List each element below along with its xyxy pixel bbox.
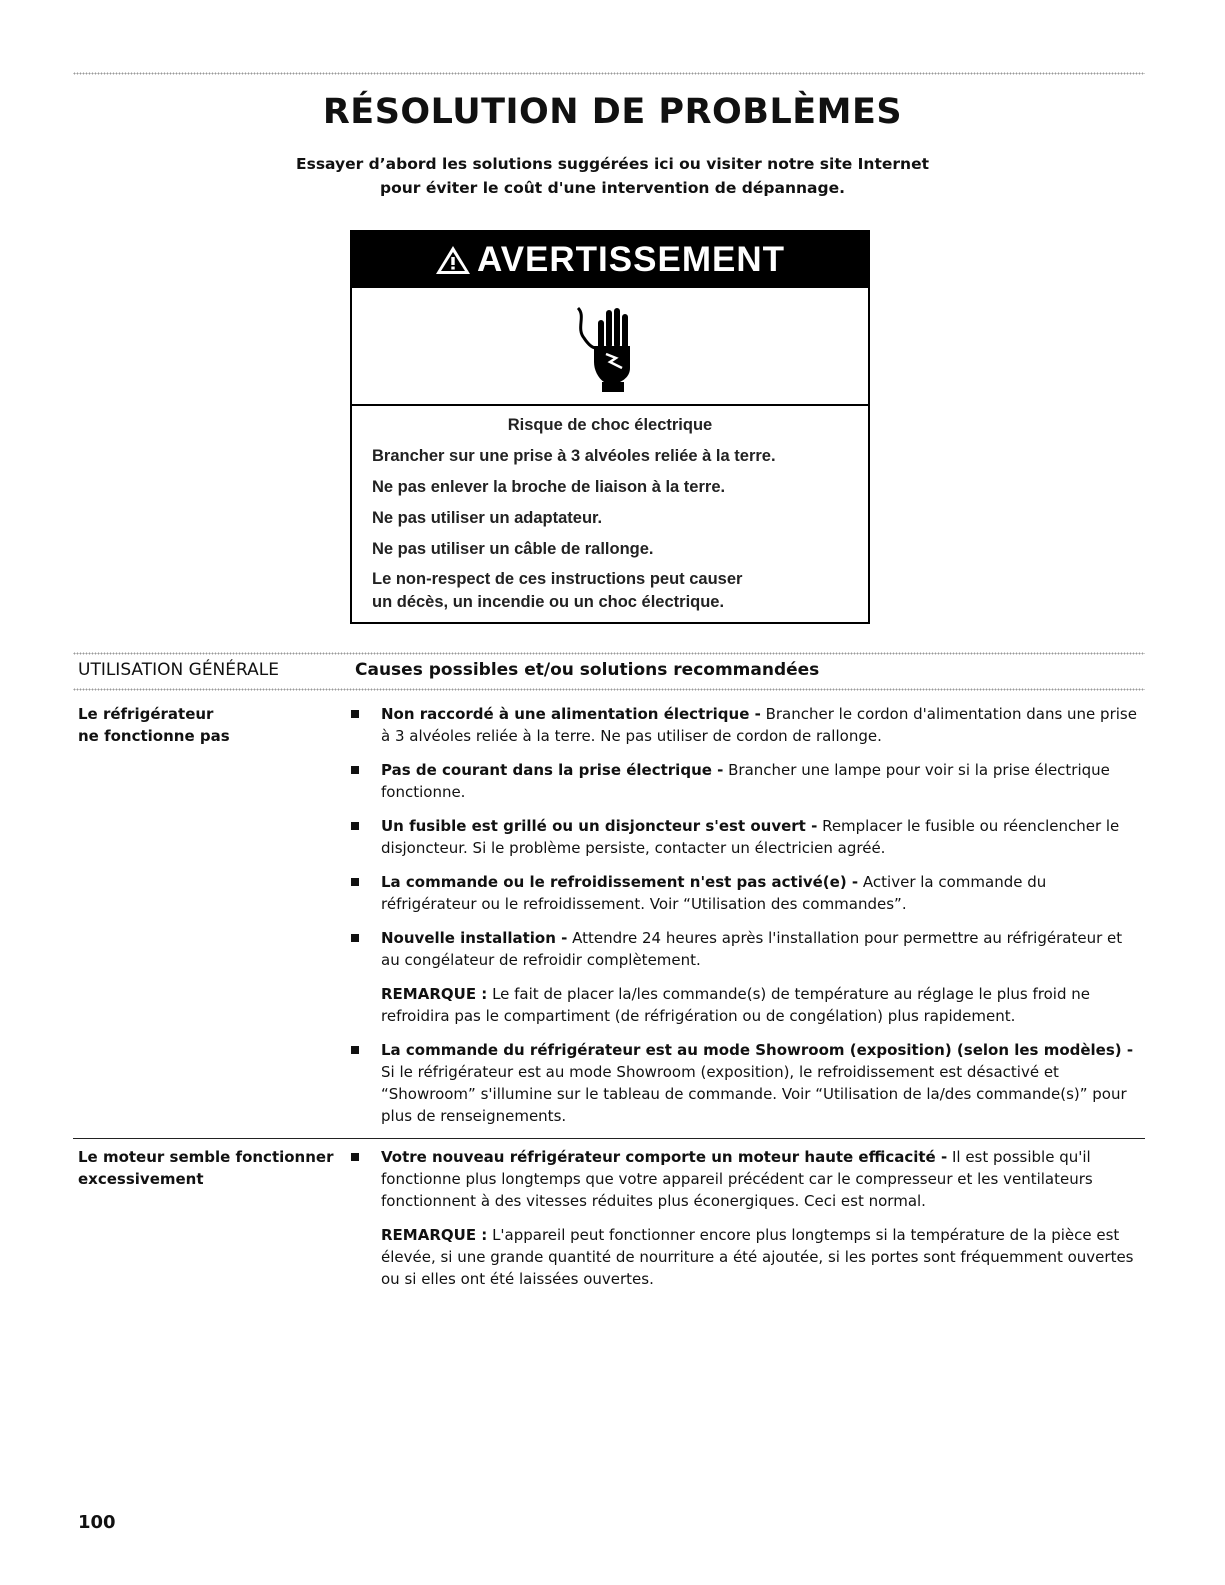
cause-text: Activer la commande du réfrigérateur ou le refroidissement. Voir “Utilisation des commandes”. [381,873,1047,913]
cause-text: Si le réfrigérateur est au mode Showroom (exposition), le refroidissement est désactivé et “Showroom” s'illumine sur le tableau de commande. Voir “Utilisation de la/des commande(s)” pour plus de renseignements. [381,1063,1127,1125]
warning-consequence-1: Le non-respect de ces instructions peut causer [372,570,743,588]
bullet-icon [351,766,359,774]
warning-line-3: Ne pas utiliser un adaptateur. [372,509,603,527]
bullet-icon [351,934,359,942]
table-header-category: UTILISATION GÉNÉRALE [78,660,279,680]
causes-list [348,703,1138,1139]
warning-text [352,406,868,613]
note-text: L'appareil peut fonctionner encore plus longtemps si la température de la pièce est élevée, si une grande quantité de nourriture a été ajoutée, si les portes sont fréquemment ouvertes ou si elles ont été laissées ouvertes. [381,1226,1134,1288]
list-item [348,1039,1138,1127]
warning-header [352,232,868,288]
cause-title: Un fusible est grillé ou un disjoncteur s'est ouvert - [381,817,818,835]
warning-consequence-2: un décès, un incendie ou un choc électrique. [372,593,725,611]
electric-shock-hand-icon [570,298,650,394]
problem-line-2: excessivement [78,1170,204,1188]
warning-line-4: Ne pas utiliser un câble de rallonge. [372,540,654,558]
cause-title: La commande du réfrigérateur est au mode Showroom (exposition) (selon les modèles) - [381,1041,1134,1059]
list-item [348,759,1138,803]
problem-label [78,703,230,747]
note-text: Le fait de placer la/les commande(s) de température au réglage le plus froid ne refroidira pas le compartiment (de réfrigération ou de congélation) plus rapidement. [381,985,1090,1025]
warning-line-1: Brancher sur une prise à 3 alvéoles reliée à la terre. [372,447,776,465]
cause-text: Attendre 24 heures après l'installation pour permettre au réfrigérateur et au congélateur de refroidir complètement. [381,929,1123,969]
problem-line-1: Le moteur semble fonctionner [78,1148,334,1166]
cause-text: Il est possible qu'il fonctionne plus longtemps que votre appareil précédent car le compresseur et les ventilateurs fonctionnent à des vitesses réduites plus éconergiques. Ceci est normal. [381,1148,1093,1210]
page-subtitle [0,152,1225,200]
warning-box [350,230,870,624]
cause-title: Non raccordé à une alimentation électrique - [381,705,761,723]
problem-label [78,1146,333,1190]
cause-title: Pas de courant dans la prise électrique - [381,761,724,779]
problem-line-1: Le réfrigérateur [78,705,214,723]
top-dotted-rule [73,72,1145,76]
list-item [348,871,1138,915]
table-header-dotted-rule [73,688,1145,692]
table-header-causes: Causes possibles et/ou solutions recommandées [355,660,820,680]
warning-risk: Risque de choc électrique [507,416,713,434]
warning-line-2: Ne pas enlever la broche de liaison à la terre. [372,478,726,496]
note [348,1224,1138,1290]
warning-triangle-icon [435,245,471,275]
cause-text: Brancher le cordon d'alimentation dans une prise à 3 alvéoles reliée à la terre. Ne pas utiliser de cordon de rallonge. [381,705,1137,745]
warning-pictogram [352,288,868,406]
bullet-icon [351,878,359,886]
bullet-icon [351,1046,359,1054]
cause-text: Remplacer le fusible ou réenclencher le disjoncteur. Si le problème persiste, contacter un électricien agréé. [381,817,1120,857]
subtitle-line-2: pour éviter le coût d'une intervention de dépannage. [380,179,845,197]
cause-text: Brancher une lampe pour voir si la prise électrique fonctionne. [381,761,1110,801]
note [348,983,1138,1027]
cause-title: Votre nouveau réfrigérateur comporte un moteur haute efficacité - [381,1148,948,1166]
note-label: REMARQUE : [381,1226,488,1244]
cause-title: La commande ou le refroidissement n'est pas activé(e) - [381,873,859,891]
row-divider [73,1138,1145,1139]
bullet-icon [351,822,359,830]
page-title: RÉSOLUTION DE PROBLÈMES [322,92,903,132]
table-top-dotted-rule [73,652,1145,656]
list-item [348,1146,1138,1212]
list-item [348,703,1138,747]
page-number: 100 [78,1512,116,1533]
subtitle-line-1: Essayer d’abord les solutions suggérées ici ou visiter notre site Internet [296,155,929,173]
warning-heading: AVERTISSEMENT [477,240,785,279]
causes-list [348,1146,1138,1302]
list-item [348,815,1138,859]
cause-title: Nouvelle installation - [381,929,568,947]
bullet-icon [351,710,359,718]
note-label: REMARQUE : [381,985,488,1003]
problem-line-2: ne fonctionne pas [78,727,230,745]
bullet-icon [351,1153,359,1161]
list-item [348,927,1138,971]
